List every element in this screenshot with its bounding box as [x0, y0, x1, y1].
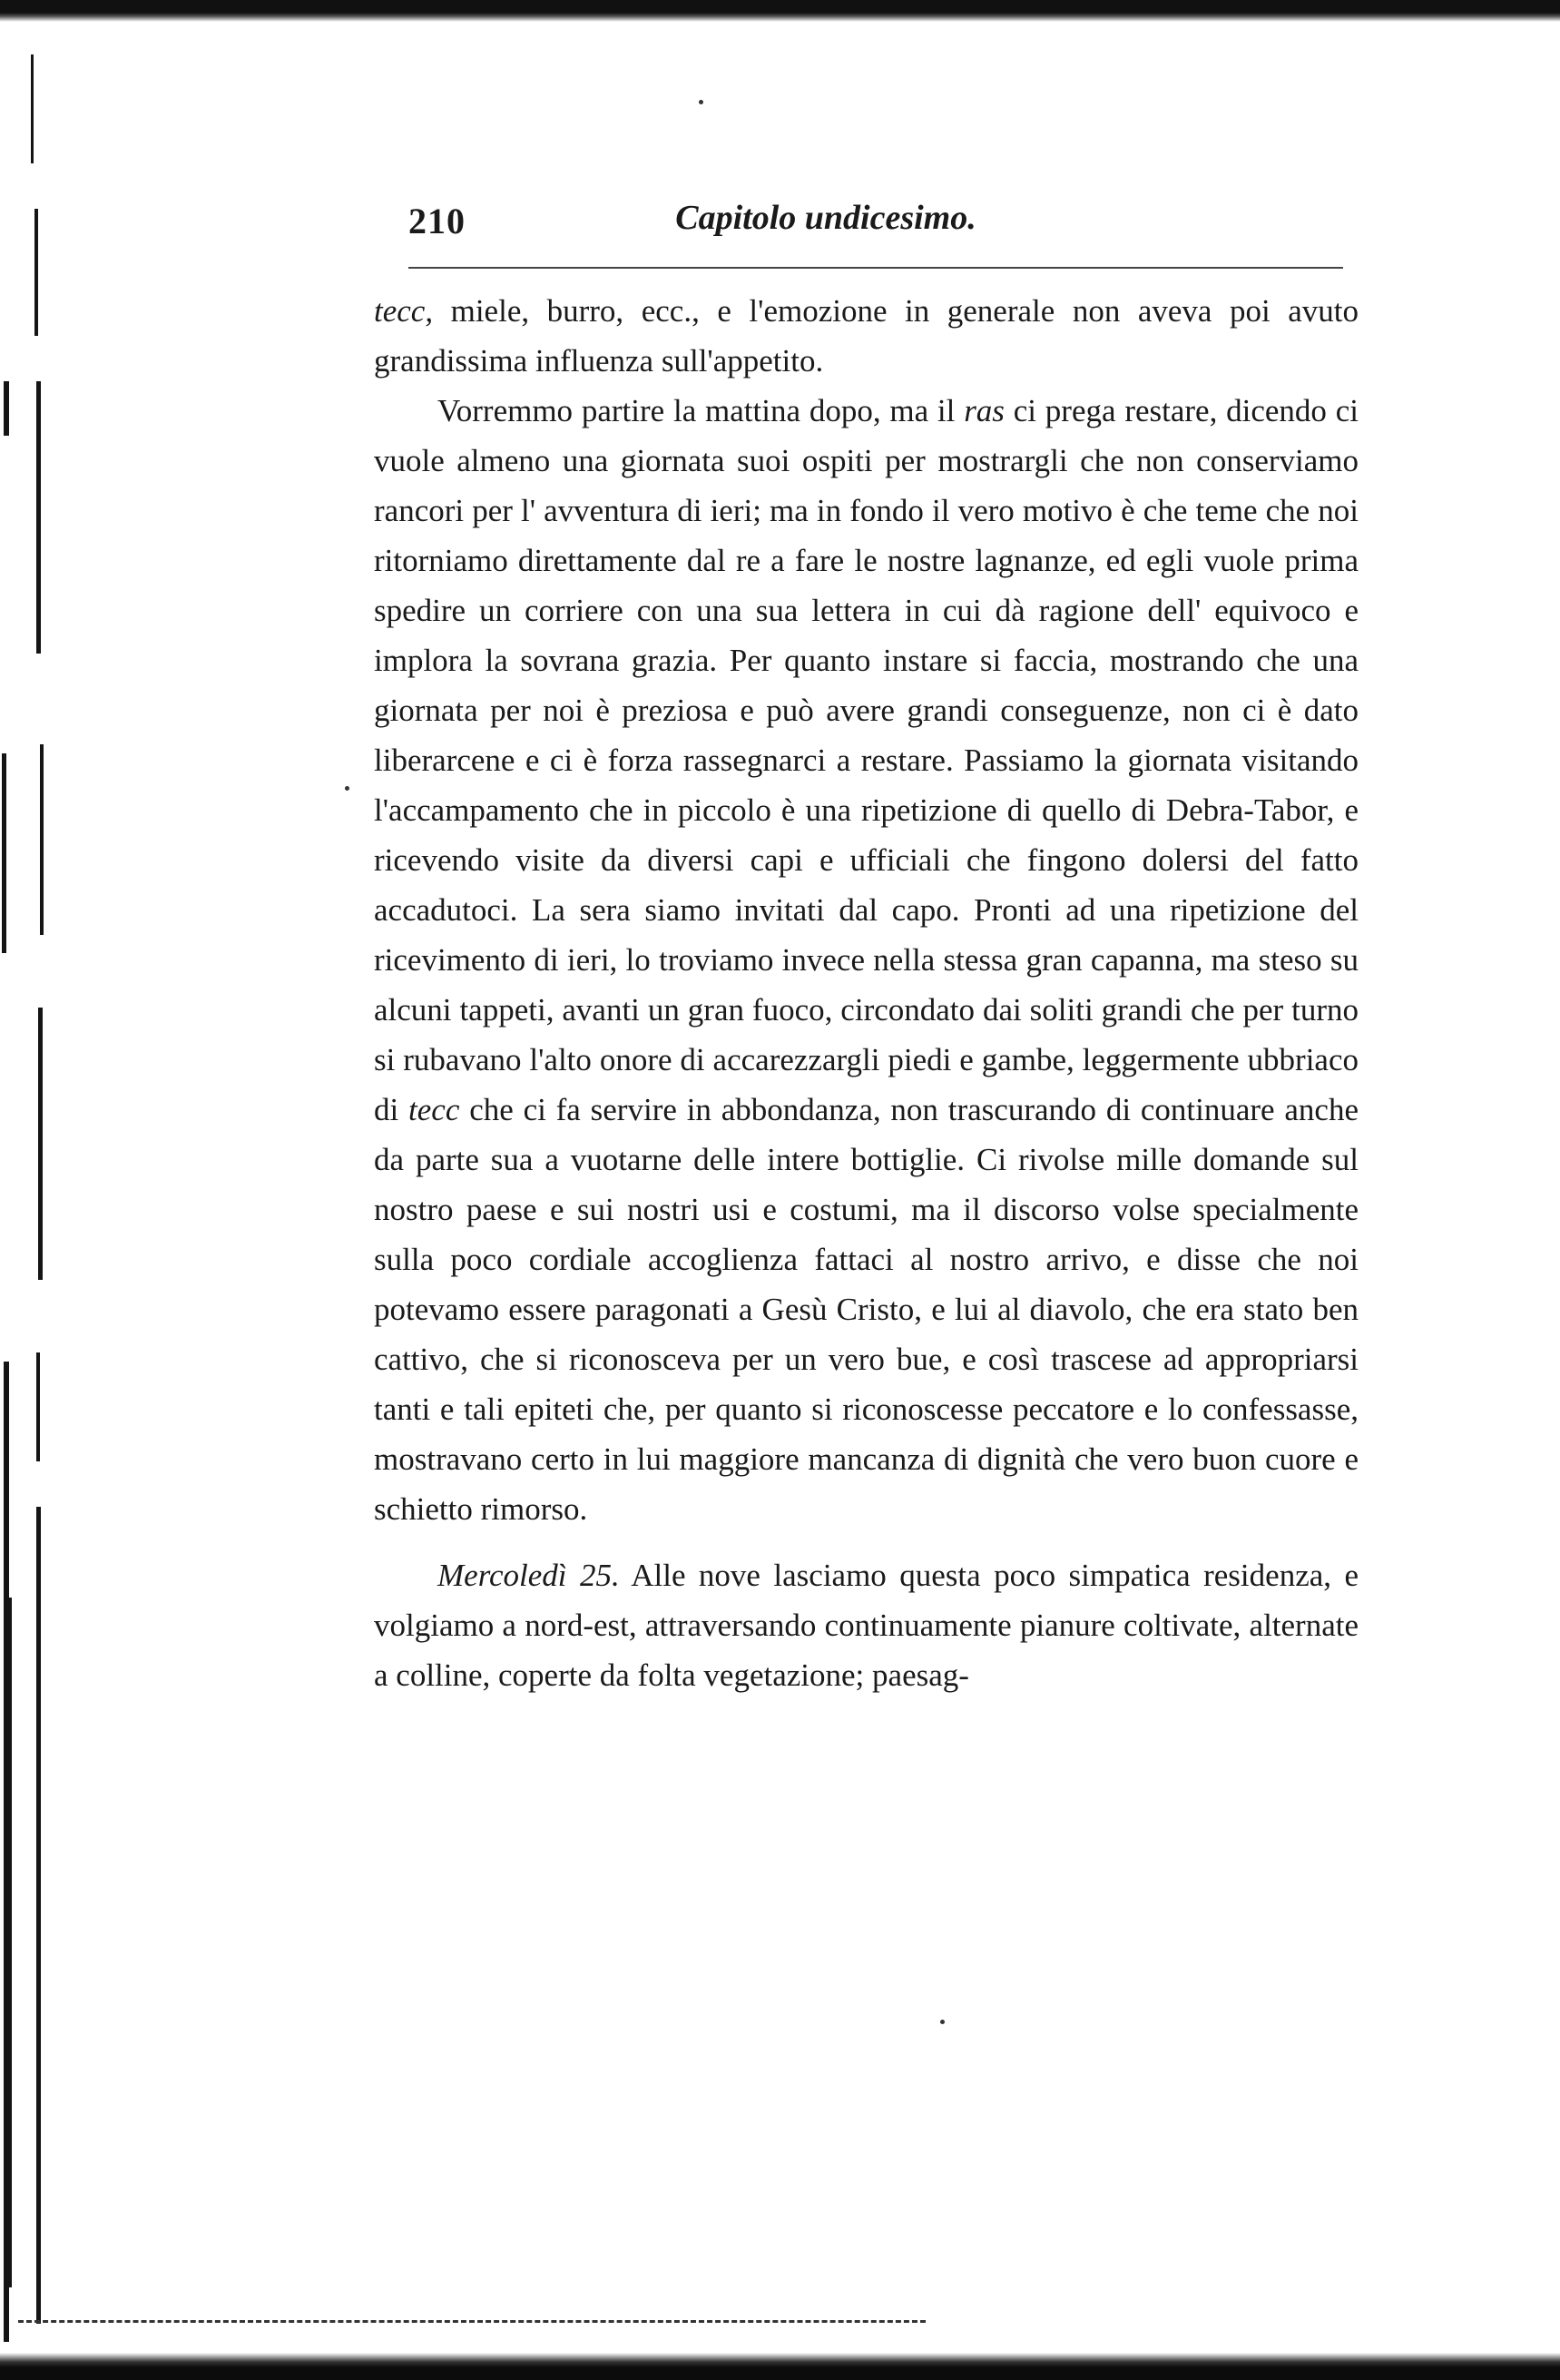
date-heading: Mercoledì 25. [437, 1558, 620, 1593]
bottom-scan-marks [18, 2320, 926, 2328]
scan-top-edge [0, 0, 1560, 22]
scan-left-edge [0, 0, 36, 2380]
paragraph-2: Vorremmo partire la mattina dopo, ma il ras ci prega restare, dicendo ci vuole almeno una giornata suoi ospiti per mostrargli che non conserviamo rancori per l' avventura di ieri; ma in fondo il vero motivo è che teme che noi ritorniamo direttamente dal re a fare le nostre lagnanze, ed egli vuole prima spedire un corriere con una sua lettera in cui dà ragione dell' equivoco e implora la sovrana grazia. Per quanto instare si faccia, mostrando che una giornata per noi è preziosa e può avere grandi conseguenze, non ci è dato liberarcene e ci è forza rassegnarci a restare. Passiamo la giornata visitando l'accampamento che in piccolo è una ripetizione di quello di Debra-Tabor, e ricevendo visite da diversi capi e ufficiali che fingono dolersi del fatto accadutoci. La sera siamo invitati dal capo. Pronti ad una ripetizione del ricevimento di ieri, lo troviamo invece nella stessa gran capanna, ma steso su alcuni tappeti, avanti un gran fuoco, circondato dai soliti grandi che per turno si rubavano l'alto onore di accarezzargli piedi e gambe, leggermente ubbriaco di tecc che ci fa servire in abbondanza, non trascurando di continuare anche da parte sua a vuotarne delle intere bottiglie. Ci rivolse mille domande sul nostro paese e sui nostri usi e costumi, ma il discorso volse specialmente sulla poco cordiale accoglienza fattaci al nostro arrivo, e disse che noi potevamo essere paragonati a Gesù Cristo, e lui al diavolo, che era stato ben cattivo, che si riconosceva per un vero bue, e così trascese ad appropriarsi tanti e tali epiteti che, per quanto si riconoscesse peccatore e lo confessasse, mostravano certo in lui maggiore mancanza di dignità che vero buon cuore e schietto rimorso. [374, 393, 1359, 1527]
page-header [408, 198, 1062, 252]
running-title: Capitolo undicesimo. [675, 199, 976, 237]
stray-mark [345, 786, 349, 791]
paragraph-1: tecc, miele, burro, ecc., e l'emozione in generale non aveva poi avuto grandissima influenza sull'appetito. [374, 293, 1359, 379]
scan-bottom-edge [0, 2353, 1560, 2380]
body-text [374, 286, 1359, 1700]
italic-term: tecc [408, 1092, 460, 1127]
stray-mark [699, 100, 703, 104]
italic-term: ras [964, 393, 1005, 428]
header-rule [408, 267, 1343, 269]
page-number: 210 [408, 201, 466, 241]
paragraph-3: Mercoledì 25. Alle nove lasciamo questa poco simpatica residenza, e volgiamo a nord-est, attraversando continuamente pianure coltivate, alternate a colline, coperte da folta vegetazione; paesag- [374, 1558, 1359, 1693]
stray-mark [940, 2020, 945, 2024]
italic-term: tecc, [374, 293, 434, 329]
